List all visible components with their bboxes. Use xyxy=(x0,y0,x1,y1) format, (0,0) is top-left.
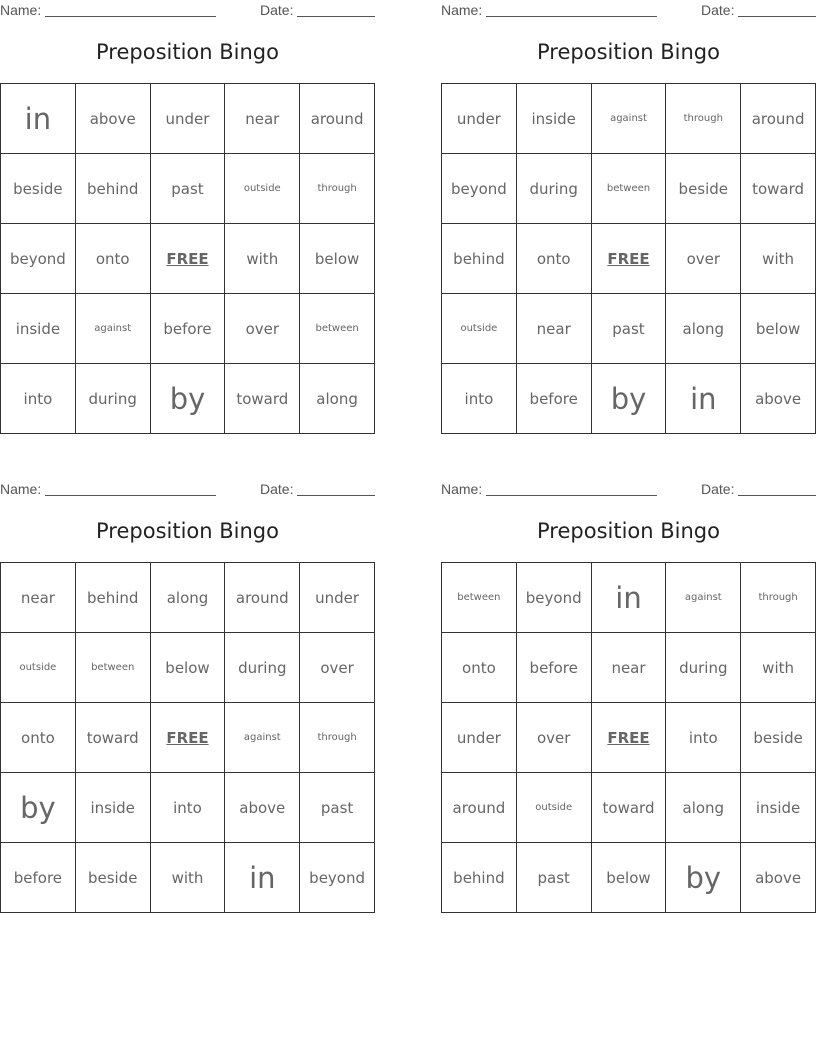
bingo-cell: into xyxy=(151,773,226,843)
bingo-cell: inside xyxy=(1,294,76,364)
bingo-cell: onto xyxy=(1,703,76,773)
header xyxy=(441,0,816,22)
bingo-cell: behind xyxy=(442,224,517,294)
name-label: Name: xyxy=(0,2,42,18)
bingo-cell: inside xyxy=(741,773,816,843)
bingo-cell: by xyxy=(666,843,741,913)
bingo-cell: toward xyxy=(741,154,816,224)
bingo-cell: behind xyxy=(442,843,517,913)
bingo-cell: under xyxy=(442,703,517,773)
bingo-cell: along xyxy=(666,773,741,843)
date-label: Date: xyxy=(260,481,294,497)
free-space-cell: FREE xyxy=(592,224,667,294)
date-field-line xyxy=(738,16,816,17)
bingo-cell: over xyxy=(666,224,741,294)
card-title: Preposition Bingo xyxy=(96,519,279,543)
bingo-cell: by xyxy=(151,364,226,434)
name-label: Name: xyxy=(441,2,483,18)
free-space-cell: FREE xyxy=(592,703,667,773)
bingo-cell: beside xyxy=(76,843,151,913)
bingo-grid xyxy=(0,562,375,913)
header xyxy=(441,479,816,501)
bingo-cell: below xyxy=(741,294,816,364)
bingo-cell: behind xyxy=(76,154,151,224)
bingo-cell: past xyxy=(517,843,592,913)
bingo-cell: past xyxy=(300,773,375,843)
name-field-line xyxy=(486,495,657,496)
bingo-cell: along xyxy=(151,563,226,633)
bingo-cell: beside xyxy=(741,703,816,773)
bingo-cell: outside xyxy=(517,773,592,843)
bingo-cell: through xyxy=(300,154,375,224)
bingo-cell: in xyxy=(592,563,667,633)
bingo-cell: around xyxy=(442,773,517,843)
header xyxy=(0,0,375,22)
bingo-cell: in xyxy=(225,843,300,913)
bingo-cell: above xyxy=(741,843,816,913)
name-label: Name: xyxy=(0,481,42,497)
bingo-cell: against xyxy=(592,84,667,154)
bingo-cell: before xyxy=(1,843,76,913)
bingo-cell: along xyxy=(666,294,741,364)
bingo-cell: inside xyxy=(517,84,592,154)
date-field-line xyxy=(738,495,816,496)
bingo-cell: by xyxy=(1,773,76,843)
bingo-grid xyxy=(441,83,816,434)
bingo-cell: under xyxy=(151,84,226,154)
bingo-cell: beyond xyxy=(1,224,76,294)
bingo-cell: over xyxy=(225,294,300,364)
bingo-cell: beyond xyxy=(517,563,592,633)
bingo-cell: past xyxy=(151,154,226,224)
bingo-cell: into xyxy=(442,364,517,434)
card-title: Preposition Bingo xyxy=(537,40,720,64)
date-label: Date: xyxy=(701,2,735,18)
bingo-cell: under xyxy=(300,563,375,633)
bingo-cell: past xyxy=(592,294,667,364)
bingo-cell: by xyxy=(592,364,667,434)
bingo-cell: outside xyxy=(442,294,517,364)
bingo-cell: outside xyxy=(225,154,300,224)
name-label: Name: xyxy=(441,481,483,497)
bingo-cell: before xyxy=(517,364,592,434)
bingo-cell: under xyxy=(442,84,517,154)
bingo-cell: between xyxy=(592,154,667,224)
bingo-cell: below xyxy=(592,843,667,913)
bingo-cell: before xyxy=(151,294,226,364)
bingo-cell: below xyxy=(151,633,226,703)
bingo-cell: along xyxy=(300,364,375,434)
name-field-line xyxy=(486,16,657,17)
bingo-grid xyxy=(0,83,375,434)
bingo-cell: beside xyxy=(666,154,741,224)
free-space-cell: FREE xyxy=(151,703,226,773)
bingo-cell: around xyxy=(300,84,375,154)
bingo-cell: above xyxy=(741,364,816,434)
bingo-cell: through xyxy=(300,703,375,773)
date-field-line xyxy=(297,495,375,496)
bingo-cell: between xyxy=(442,563,517,633)
date-label: Date: xyxy=(701,481,735,497)
bingo-grid xyxy=(441,562,816,913)
date-field-line xyxy=(297,16,375,17)
bingo-cell: behind xyxy=(76,563,151,633)
bingo-cell: over xyxy=(517,703,592,773)
name-field-line xyxy=(45,16,216,17)
bingo-cell: above xyxy=(76,84,151,154)
card-title: Preposition Bingo xyxy=(96,40,279,64)
bingo-cell: into xyxy=(666,703,741,773)
bingo-cell: in xyxy=(1,84,76,154)
header xyxy=(0,479,375,501)
bingo-cell: beyond xyxy=(300,843,375,913)
name-field-line xyxy=(45,495,216,496)
bingo-cell: toward xyxy=(76,703,151,773)
bingo-cell: into xyxy=(1,364,76,434)
bingo-cell: near xyxy=(592,633,667,703)
bingo-cell: outside xyxy=(1,633,76,703)
date-label: Date: xyxy=(260,2,294,18)
bingo-cell: onto xyxy=(76,224,151,294)
bingo-cell: near xyxy=(1,563,76,633)
bingo-cell: against xyxy=(666,563,741,633)
bingo-cell: toward xyxy=(225,364,300,434)
bingo-cell: against xyxy=(225,703,300,773)
bingo-cell: beyond xyxy=(442,154,517,224)
bingo-cell: with xyxy=(741,224,816,294)
bingo-cell: beside xyxy=(1,154,76,224)
bingo-cell: below xyxy=(300,224,375,294)
free-space-cell: FREE xyxy=(151,224,226,294)
bingo-cell: inside xyxy=(76,773,151,843)
bingo-cell: above xyxy=(225,773,300,843)
bingo-cell: during xyxy=(76,364,151,434)
bingo-cell: around xyxy=(741,84,816,154)
bingo-cell: before xyxy=(517,633,592,703)
bingo-cell: with xyxy=(741,633,816,703)
bingo-cell: onto xyxy=(442,633,517,703)
bingo-cell: through xyxy=(741,563,816,633)
bingo-cell: against xyxy=(76,294,151,364)
bingo-cell: between xyxy=(76,633,151,703)
bingo-cell: between xyxy=(300,294,375,364)
bingo-cell: through xyxy=(666,84,741,154)
bingo-cell: onto xyxy=(517,224,592,294)
bingo-cell: during xyxy=(225,633,300,703)
bingo-cell: with xyxy=(151,843,226,913)
bingo-cell: near xyxy=(225,84,300,154)
bingo-cell: in xyxy=(666,364,741,434)
bingo-cell: around xyxy=(225,563,300,633)
bingo-cell: with xyxy=(225,224,300,294)
bingo-cell: during xyxy=(517,154,592,224)
bingo-cell: near xyxy=(517,294,592,364)
bingo-cell: toward xyxy=(592,773,667,843)
card-title: Preposition Bingo xyxy=(537,519,720,543)
bingo-cell: over xyxy=(300,633,375,703)
bingo-cell: during xyxy=(666,633,741,703)
